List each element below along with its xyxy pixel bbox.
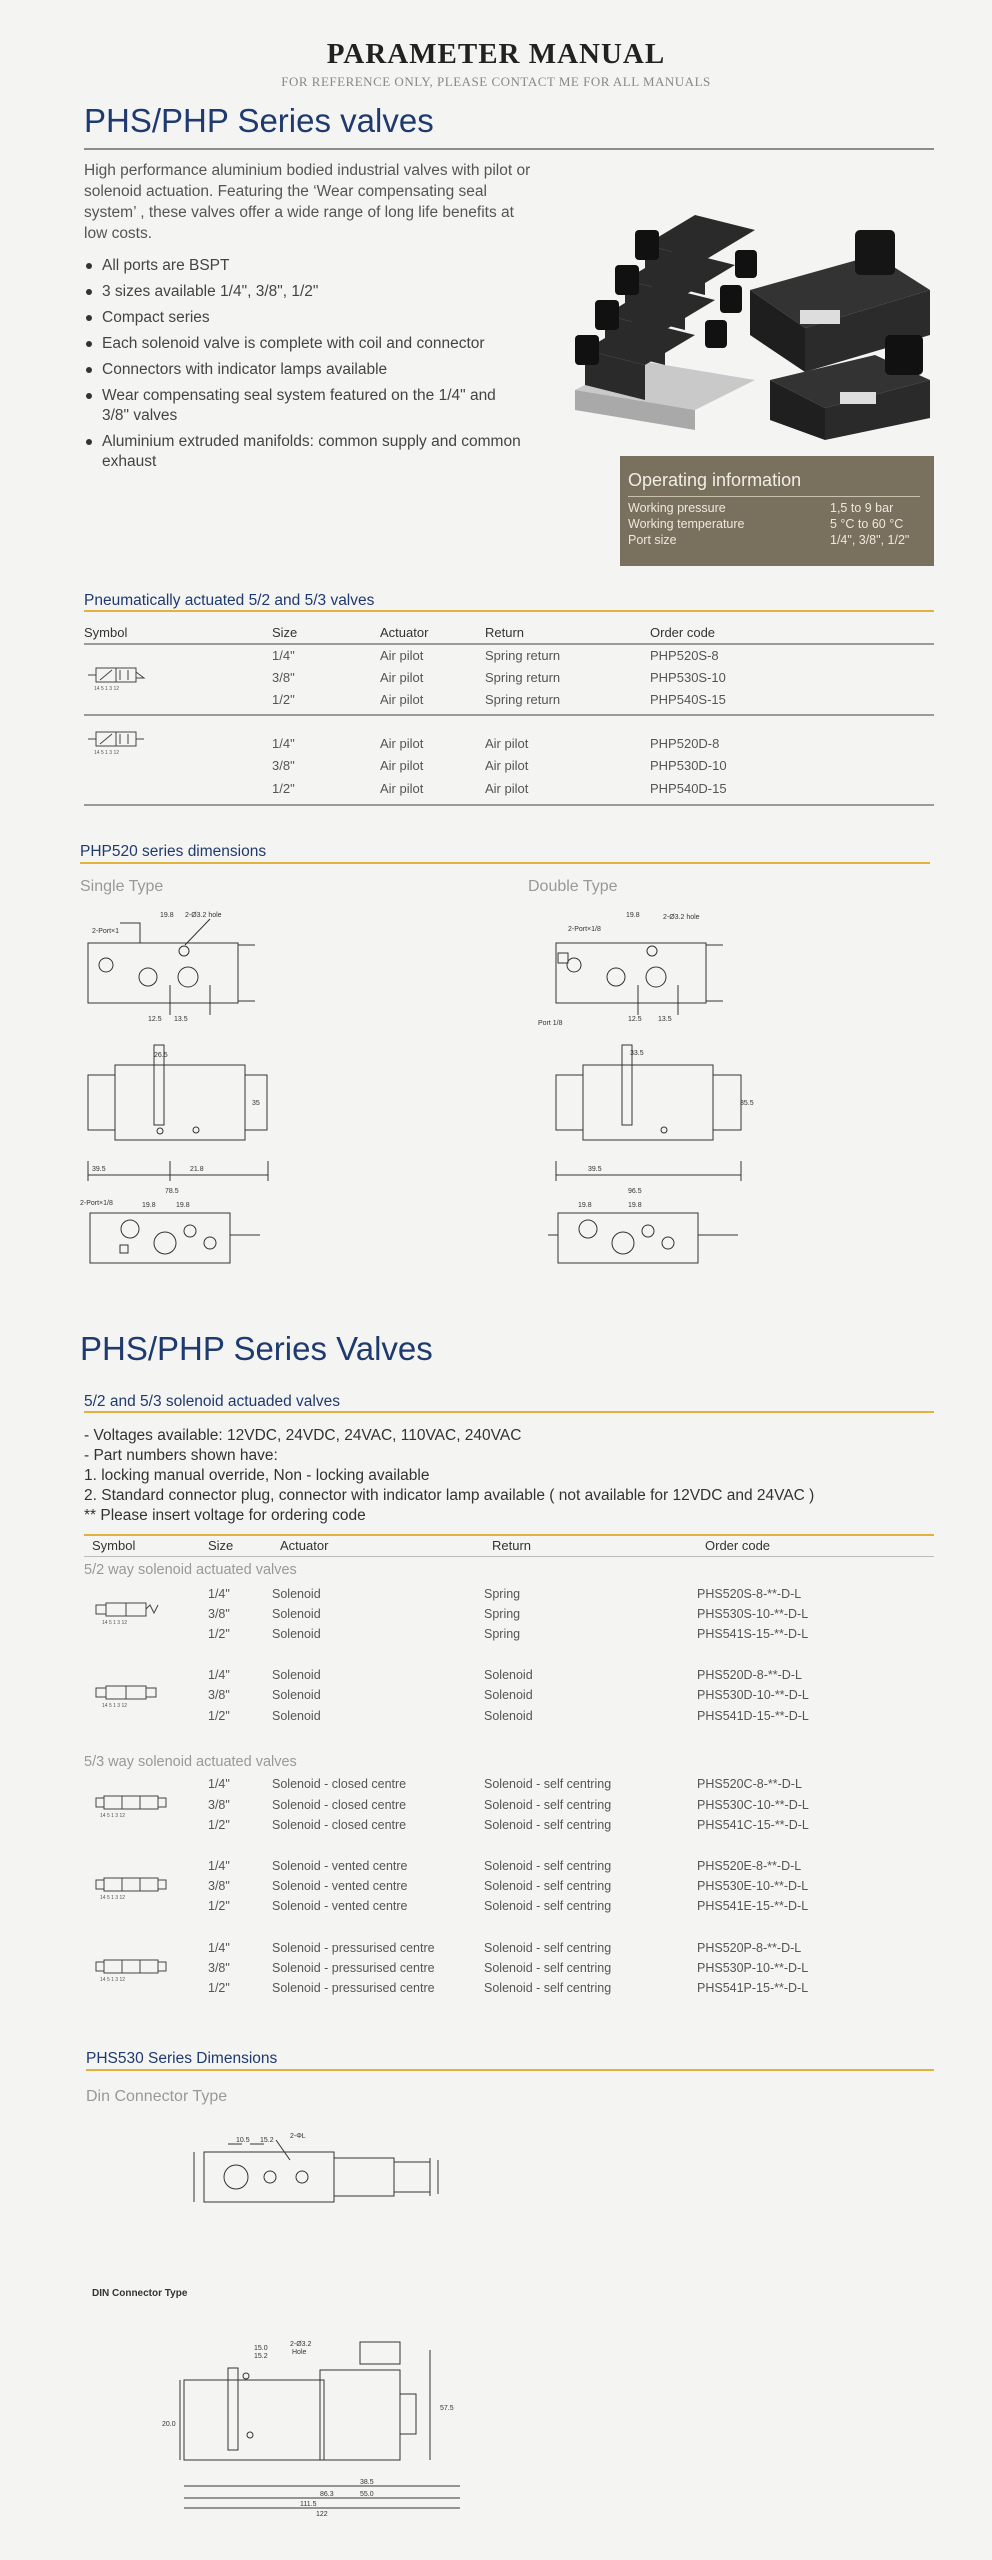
divider bbox=[84, 1534, 934, 1536]
col-header-return: Return bbox=[485, 625, 525, 640]
svg-text:2-Port×1/8: 2-Port×1/8 bbox=[568, 926, 601, 933]
table-cell: 3/8" bbox=[208, 1879, 230, 1893]
list-item: Compact series bbox=[84, 308, 524, 328]
svg-text:14 5 1 3 12: 14 5 1 3 12 bbox=[94, 750, 120, 756]
op-label: Working pressure bbox=[628, 501, 726, 515]
symbol-5-3-closed bbox=[94, 1790, 174, 1820]
svg-text:2-Port×1/8: 2-Port×1/8 bbox=[80, 1200, 113, 1207]
note: 2. Standard connector plug, connector with indicator lamp available ( not available for 12VDC and 24VAC ) bbox=[84, 1487, 815, 1504]
operating-info-box bbox=[620, 456, 934, 566]
feature-list bbox=[84, 256, 524, 478]
svg-text:14 5 1 3 12: 14 5 1 3 12 bbox=[100, 1977, 126, 1983]
dim-label: 111.5 bbox=[300, 2501, 317, 2508]
din-connector-label: Din Connector Type bbox=[86, 2088, 228, 2105]
col-header-return: Return bbox=[492, 1538, 532, 1553]
cell: 1/4" bbox=[272, 648, 295, 663]
divider bbox=[84, 610, 934, 612]
col-header-symbol: Symbol bbox=[92, 1538, 136, 1553]
table-cell: PHS541P-15-**-D-L bbox=[697, 1981, 809, 1995]
col-header-actuator: Actuator bbox=[380, 625, 429, 640]
table-cell: 3/8" bbox=[208, 1961, 230, 1975]
din-drawing-side bbox=[140, 2310, 480, 2520]
table-cell: Solenoid - vented centre bbox=[272, 1859, 408, 1873]
svg-text:2-Ø3.2 hole: 2-Ø3.2 hole bbox=[185, 912, 222, 919]
single-type-label: Single Type bbox=[80, 878, 164, 895]
table-cell: PHS530E-10-**-D-L bbox=[697, 1879, 809, 1893]
table-cell: PHS530S-10-**-D-L bbox=[697, 1607, 809, 1621]
svg-text:14 5 1 3 12: 14 5 1 3 12 bbox=[100, 1895, 126, 1901]
single-type-drawing bbox=[80, 905, 330, 1305]
svg-text:19.8: 19.8 bbox=[626, 912, 640, 919]
svg-text:96.5: 96.5 bbox=[628, 1188, 642, 1195]
notes-block bbox=[84, 1426, 814, 1526]
symbol-5-2-solenoid bbox=[94, 1680, 164, 1710]
cell: PHP540S-15 bbox=[650, 692, 726, 707]
dim-label: 10.5 bbox=[236, 2137, 250, 2144]
col-header-size: Size bbox=[272, 625, 298, 640]
valve-symbol-single-pilot bbox=[84, 662, 154, 694]
cell: 3/8" bbox=[272, 758, 295, 773]
valve-symbol-double-pilot bbox=[84, 726, 154, 758]
table-cell: Solenoid - self centring bbox=[484, 1777, 612, 1791]
divider bbox=[84, 714, 934, 716]
svg-text:Port 1/8: Port 1/8 bbox=[538, 1020, 563, 1027]
cell: Air pilot bbox=[485, 781, 529, 796]
svg-text:39.5: 39.5 bbox=[92, 1166, 106, 1173]
divider bbox=[80, 862, 930, 864]
table-cell: PHS530C-10-**-D-L bbox=[697, 1798, 809, 1812]
note: - Part numbers shown have: bbox=[84, 1447, 278, 1464]
table-cell: 1/2" bbox=[208, 1627, 230, 1641]
table-cell: 1/2" bbox=[208, 1818, 230, 1832]
din-drawing-top bbox=[180, 2130, 460, 2220]
cell: Spring return bbox=[485, 670, 561, 685]
svg-text:21.8: 21.8 bbox=[190, 1166, 204, 1173]
double-type-label: Double Type bbox=[528, 878, 618, 895]
dim-label: 38.5 bbox=[360, 2479, 374, 2486]
cell: PHP540D-15 bbox=[650, 781, 727, 796]
cell: Air pilot bbox=[380, 736, 424, 751]
symbol-5-2-spring bbox=[94, 1597, 164, 1627]
table-cell: PHS530P-10-**-D-L bbox=[697, 1961, 809, 1975]
cell: PHP520S-8 bbox=[650, 648, 719, 663]
divider bbox=[86, 2069, 934, 2071]
dim-label: 2-ΦL bbox=[290, 2133, 306, 2140]
list-item: Aluminium extruded manifolds: common supply and common exhaust bbox=[84, 432, 524, 472]
cell: 1/2" bbox=[272, 781, 295, 796]
table-cell: 1/2" bbox=[208, 1899, 230, 1913]
divider bbox=[84, 1556, 934, 1557]
intro-text: High performance aluminium bodied industrial valves with pilot or solenoid actuation. Featuring the ‘Wear compensating seal system’ , these valves offer a wide range of long life benefits at low costs. bbox=[84, 162, 531, 242]
divider bbox=[84, 643, 934, 645]
table-cell: PHS530D-10-**-D-L bbox=[697, 1688, 809, 1702]
table-cell: 1/4" bbox=[208, 1859, 230, 1873]
divider bbox=[628, 496, 920, 497]
cell: Air pilot bbox=[380, 758, 424, 773]
op-value: 1,5 to 9 bar bbox=[830, 501, 894, 515]
solenoid-section-title: 5/2 and 5/3 solenoid actuaded valves bbox=[84, 1393, 340, 1410]
dims530-title: PHS530 Series Dimensions bbox=[86, 2050, 278, 2067]
table-cell: Spring bbox=[484, 1607, 521, 1621]
dim-label: 15.2 bbox=[260, 2137, 274, 2144]
symbol-5-3-vented bbox=[94, 1872, 174, 1902]
table-cell: Solenoid - pressurised centre bbox=[272, 1981, 435, 1995]
series-title: PHS/PHP Series valves bbox=[84, 102, 434, 139]
col-header-size: Size bbox=[208, 1538, 234, 1553]
table-cell: PHS541C-15-**-D-L bbox=[697, 1818, 809, 1832]
svg-text:14 5 1 3 12: 14 5 1 3 12 bbox=[94, 686, 120, 692]
table-cell: Solenoid - closed centre bbox=[272, 1818, 407, 1832]
table-cell: PHS541E-15-**-D-L bbox=[697, 1899, 809, 1913]
op-value: 1/4", 3/8", 1/2" bbox=[830, 533, 910, 547]
valve-product-photo bbox=[555, 160, 955, 440]
dim-label: Hole bbox=[292, 2349, 307, 2356]
table-cell: PHS541D-15-**-D-L bbox=[697, 1709, 809, 1723]
svg-text:14 5 1 3 12: 14 5 1 3 12 bbox=[102, 1703, 128, 1709]
col-header-symbol: Symbol bbox=[84, 625, 128, 640]
table-cell: Solenoid bbox=[484, 1709, 533, 1723]
table-cell: Solenoid bbox=[272, 1607, 321, 1621]
cell: 3/8" bbox=[272, 670, 295, 685]
table-cell: Spring bbox=[484, 1587, 521, 1601]
table-cell: 3/8" bbox=[208, 1798, 230, 1812]
table-cell: 1/4" bbox=[208, 1941, 230, 1955]
table-cell: 1/2" bbox=[208, 1981, 230, 1995]
pneumatic-section-title: Pneumatically actuated 5/2 and 5/3 valves bbox=[84, 592, 375, 609]
dim-label: 15.2 bbox=[254, 2353, 268, 2360]
svg-text:26.5: 26.5 bbox=[154, 1052, 168, 1059]
svg-text:14 5 1 3 12: 14 5 1 3 12 bbox=[102, 1620, 128, 1626]
svg-text:19.8: 19.8 bbox=[160, 912, 174, 919]
table-cell: Solenoid - pressurised centre bbox=[272, 1961, 435, 1975]
valve-manifold-image bbox=[575, 215, 757, 430]
divider bbox=[84, 148, 934, 150]
svg-text:12.5: 12.5 bbox=[148, 1016, 162, 1023]
dims520-title: PHP520 series dimensions bbox=[80, 843, 267, 860]
svg-text:33.5: 33.5 bbox=[630, 1050, 644, 1057]
table-cell: PHS520E-8-**-D-L bbox=[697, 1859, 802, 1873]
table-cell: PHS541S-15-**-D-L bbox=[697, 1627, 809, 1641]
note: - Voltages available: 12VDC, 24VDC, 24VAC, 110VAC, 240VAC bbox=[84, 1427, 522, 1444]
table-cell: Solenoid - pressurised centre bbox=[272, 1941, 435, 1955]
col-header-order-code: Order code bbox=[705, 1538, 771, 1553]
list-item: All ports are BSPT bbox=[84, 256, 524, 276]
list-item: Wear compensating seal system featured on the 1/4" and 3/8" valves bbox=[84, 386, 524, 426]
table-cell: 1/4" bbox=[208, 1777, 230, 1791]
list-item: Each solenoid valve is complete with coil and connector bbox=[84, 334, 524, 354]
table-cell: PHS520D-8-**-D-L bbox=[697, 1668, 802, 1682]
table-cell: Solenoid bbox=[272, 1668, 321, 1682]
svg-text:2-Port×1: 2-Port×1 bbox=[92, 928, 120, 935]
table-cell: Spring bbox=[484, 1627, 521, 1641]
svg-text:19.8: 19.8 bbox=[578, 1202, 592, 1209]
table-cell: Solenoid - self centring bbox=[484, 1899, 612, 1913]
cell: Air pilot bbox=[380, 692, 424, 707]
table-cell: Solenoid - vented centre bbox=[272, 1879, 408, 1893]
series2-title: PHS/PHP Series Valves bbox=[80, 1330, 433, 1367]
op-label: Working temperature bbox=[628, 517, 745, 531]
dim-label: 15.0 bbox=[254, 2345, 268, 2352]
op-value: 5 °C to 60 °C bbox=[830, 517, 904, 531]
cell: Spring return bbox=[485, 648, 561, 663]
symbol-5-3-pressurised bbox=[94, 1954, 174, 1984]
table-cell: 1/4" bbox=[208, 1587, 230, 1601]
dim-label: 55.0 bbox=[360, 2491, 374, 2498]
table-cell: PHS520S-8-**-D-L bbox=[697, 1587, 802, 1601]
dim-label: 2-Ø3.2 bbox=[290, 2341, 312, 2348]
cell: Air pilot bbox=[380, 648, 424, 663]
cell: 1/2" bbox=[272, 692, 295, 707]
svg-text:39.5: 39.5 bbox=[588, 1166, 602, 1173]
dim-label: 57.5 bbox=[440, 2405, 454, 2412]
table-cell: Solenoid - self centring bbox=[484, 1941, 612, 1955]
cell: Air pilot bbox=[380, 781, 424, 796]
cell: PHP530D-10 bbox=[650, 758, 727, 773]
table-cell: Solenoid bbox=[272, 1627, 321, 1641]
group-5-2-title: 5/2 way solenoid actuated valves bbox=[84, 1562, 297, 1578]
dim-label: 20.0 bbox=[162, 2421, 176, 2428]
cell: Air pilot bbox=[380, 670, 424, 685]
cell: Air pilot bbox=[485, 758, 529, 773]
list-item: 3 sizes available 1/4", 3/8", 1/2" bbox=[84, 282, 524, 302]
operating-info-title: Operating information bbox=[628, 470, 802, 490]
table-cell: Solenoid - self centring bbox=[484, 1818, 612, 1832]
table-cell: Solenoid bbox=[272, 1709, 321, 1723]
list-item: Connectors with indicator lamps available bbox=[84, 360, 524, 380]
double-type-drawing bbox=[528, 905, 798, 1305]
svg-text:78.5: 78.5 bbox=[165, 1188, 179, 1195]
cell: Air pilot bbox=[485, 736, 529, 751]
table-cell: PHS520C-8-**-D-L bbox=[697, 1777, 802, 1791]
cell: Spring return bbox=[485, 692, 561, 707]
note: ** Please insert voltage for ordering code bbox=[84, 1507, 366, 1524]
divider bbox=[84, 1411, 934, 1413]
svg-text:2-Ø3.2 hole: 2-Ø3.2 hole bbox=[663, 914, 700, 921]
table-cell: Solenoid bbox=[272, 1688, 321, 1702]
page-title: PARAMETER MANUAL bbox=[326, 38, 666, 70]
table-cell: 3/8" bbox=[208, 1607, 230, 1621]
note: 1. locking manual override, Non - locking available bbox=[84, 1467, 430, 1484]
page-subtitle: FOR REFERENCE ONLY, PLEASE CONTACT ME FOR ALL MANUALS bbox=[281, 74, 711, 89]
table-cell: Solenoid bbox=[484, 1688, 533, 1702]
table-cell: Solenoid - closed centre bbox=[272, 1777, 407, 1791]
svg-text:13.5: 13.5 bbox=[174, 1016, 188, 1023]
op-label: Port size bbox=[628, 533, 677, 547]
group-5-3-title: 5/3 way solenoid actuated valves bbox=[84, 1754, 297, 1770]
din-connector-label-2: DIN Connector Type bbox=[92, 2288, 188, 2299]
divider bbox=[84, 804, 934, 806]
table-cell: Solenoid bbox=[272, 1587, 321, 1601]
cell: 1/4" bbox=[272, 736, 295, 751]
table-cell: Solenoid bbox=[484, 1668, 533, 1682]
col-header-actuator: Actuator bbox=[280, 1538, 329, 1553]
table-cell: Solenoid - self centring bbox=[484, 1981, 612, 1995]
table-cell: Solenoid - self centring bbox=[484, 1961, 612, 1975]
svg-text:35.5: 35.5 bbox=[740, 1100, 754, 1107]
svg-text:13.5: 13.5 bbox=[658, 1016, 672, 1023]
svg-text:35: 35 bbox=[252, 1100, 260, 1107]
table-cell: 1/2" bbox=[208, 1709, 230, 1723]
svg-text:14 5 1 3 12: 14 5 1 3 12 bbox=[100, 1813, 126, 1819]
table-cell: Solenoid - closed centre bbox=[272, 1798, 407, 1812]
svg-text:19.8: 19.8 bbox=[628, 1202, 642, 1209]
dim-label: 122 bbox=[316, 2511, 328, 2518]
cell: PHP530S-10 bbox=[650, 670, 726, 685]
table-cell: Solenoid - vented centre bbox=[272, 1899, 408, 1913]
svg-text:12.5: 12.5 bbox=[628, 1016, 642, 1023]
table-cell: 1/4" bbox=[208, 1668, 230, 1682]
table-cell: Solenoid - self centring bbox=[484, 1859, 612, 1873]
table-cell: PHS520P-8-**-D-L bbox=[697, 1941, 802, 1955]
table-cell: Solenoid - self centring bbox=[484, 1798, 612, 1812]
svg-text:19.8: 19.8 bbox=[176, 1202, 190, 1209]
table-cell: Solenoid - self centring bbox=[484, 1879, 612, 1893]
dim-label: 86.3 bbox=[320, 2491, 334, 2498]
cell: PHP520D-8 bbox=[650, 736, 720, 751]
col-header-order-code: Order code bbox=[650, 625, 716, 640]
svg-text:19.8: 19.8 bbox=[142, 1202, 156, 1209]
table-cell: 3/8" bbox=[208, 1688, 230, 1702]
